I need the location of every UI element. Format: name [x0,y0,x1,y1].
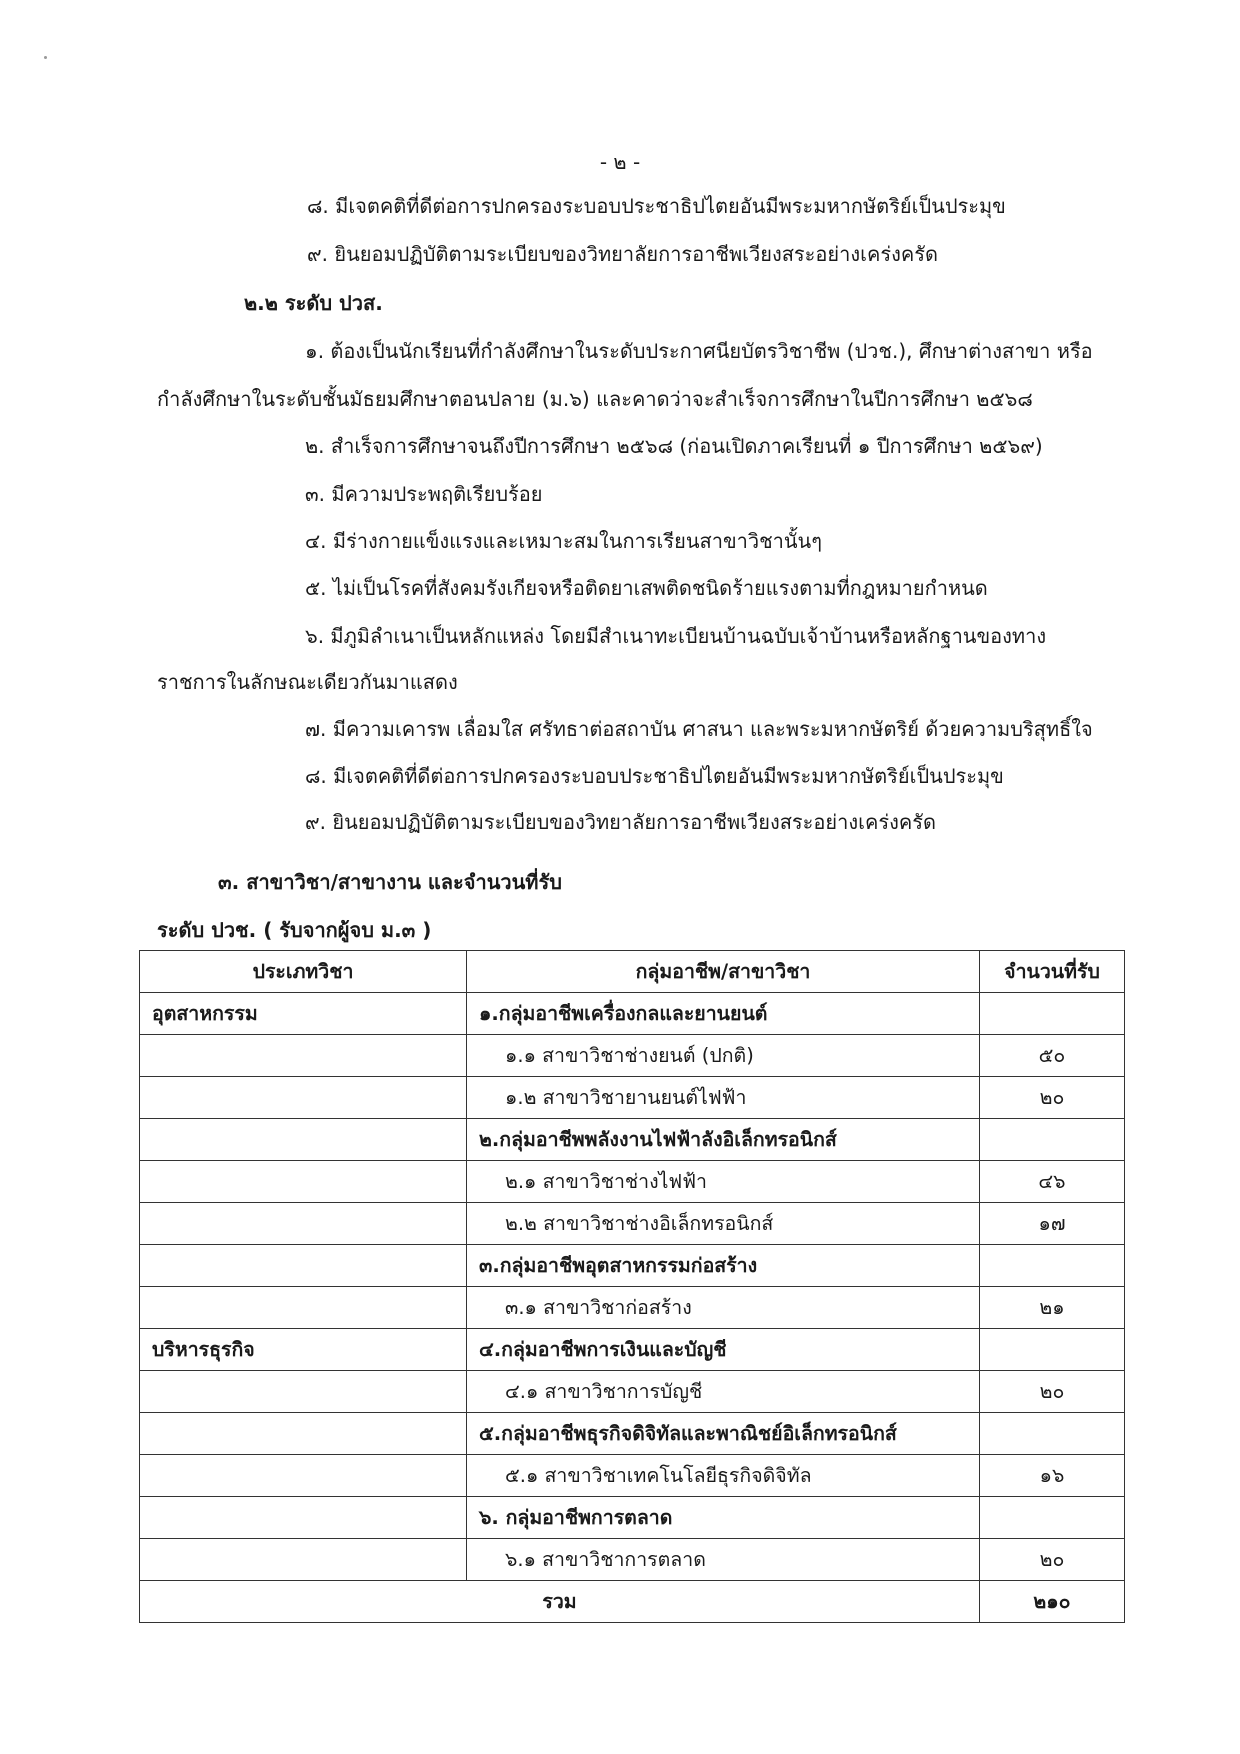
count-cell: ๒๑ [980,1287,1125,1329]
branch-cell: ๑.๑ สาขาวิชาช่างยนต์ (ปกติ) [467,1035,980,1077]
paragraph: ๙. ยินยอมปฏิบัติตามระเบียบของวิทยาลัยการอาชีพเวียงสระอย่างเคร่งครัด [305,810,936,834]
count-cell: ๕๐ [980,1035,1125,1077]
count-cell: ๑๖ [980,1455,1125,1497]
branch-cell: ๑.๒ สาขาวิชายานยนต์ไฟฟ้า [467,1077,980,1119]
column-header: ประเภทวิชา [140,951,467,993]
type-cell [140,1455,467,1497]
branch-cell: ๕.๑ สาขาวิชาเทคโนโลยีธุรกิจดิจิทัล [467,1455,980,1497]
count-cell: ๑๗ [980,1203,1125,1245]
paragraph: ๕. ไม่เป็นโรคที่สังคมรังเกียจหรือติดยาเสพติดชนิดร้ายแรงตามที่กฎหมายกำหนด [305,576,988,600]
count-cell: ๒๐ [980,1371,1125,1413]
table-total-row [140,1581,1125,1623]
table-row [140,1203,1125,1245]
count-cell [980,993,1125,1035]
table-header-row [140,951,1125,993]
type-cell [140,1413,467,1455]
table-row [140,993,1125,1035]
paragraph: ๘. มีเจตคติที่ดีต่อการปกครองระบอบประชาธิปไตยอันมีพระมหากษัตริย์เป็นประมุข [305,764,1004,788]
table-row [140,1413,1125,1455]
table-caption: ระดับ ปวช. ( รับจากผู้จบ ม.๓ ) [157,918,432,942]
branch-cell: ๓.๑ สาขาวิชาก่อสร้าง [467,1287,980,1329]
group-cell: ๖. กลุ่มอาชีพการตลาด [467,1497,980,1539]
table-row [140,1455,1125,1497]
total-value: ๒๑๐ [980,1581,1125,1623]
count-cell [980,1497,1125,1539]
paragraph: ๑. ต้องเป็นนักเรียนที่กำลังศึกษาในระดับประกาศนียบัตรวิชาชีพ (ปวช.), ศึกษาต่างสาขา หรือ [305,339,1093,363]
paragraph-continuation: ราชการในลักษณะเดียวกันมาแสดง [157,670,458,694]
branch-cell: ๒.๒ สาขาวิชาช่างอิเล็กทรอนิกส์ [467,1203,980,1245]
group-cell: ๑.กลุ่มอาชีพเครื่องกลและยานยนต์ [467,993,980,1035]
type-cell [140,1245,467,1287]
table-row [140,1035,1125,1077]
type-cell [140,1371,467,1413]
page-number: - ๒ - [599,150,641,174]
count-cell: ๒๐ [980,1539,1125,1581]
section-heading: ๓. สาขาวิชา/สาขางาน และจำนวนที่รับ [218,870,562,894]
paragraph: ๘. มีเจตคติที่ดีต่อการปกครองระบอบประชาธิปไตยอันมีพระมหากษัตริย์เป็นประมุข [307,194,1006,218]
group-cell: ๓.กลุ่มอาชีพอุตสาหกรรมก่อสร้าง [467,1245,980,1287]
type-cell [140,1077,467,1119]
type-cell: บริหารธุรกิจ [140,1329,467,1371]
section-heading: ๒.๒ ระดับ ปวส. [244,291,383,315]
table-row [140,1077,1125,1119]
count-cell [980,1245,1125,1287]
paragraph: ๔. มีร่างกายแข็งแรงและเหมาะสมในการเรียนสาขาวิชานั้นๆ [305,529,822,553]
count-cell: ๔๖ [980,1161,1125,1203]
table-row [140,1161,1125,1203]
table-row [140,1371,1125,1413]
count-cell [980,1329,1125,1371]
type-cell [140,1161,467,1203]
type-cell [140,1497,467,1539]
branch-cell: ๖.๑ สาขาวิชาการตลาด [467,1539,980,1581]
column-header: กลุ่มอาชีพ/สาขาวิชา [467,951,980,993]
count-cell [980,1119,1125,1161]
paragraph-continuation: กำลังศึกษาในระดับชั้นมัธยมศึกษาตอนปลาย (ม.๖) และคาดว่าจะสำเร็จการศึกษาในปีการศึกษา ๒๕๖๘ [157,387,1033,411]
group-cell: ๒.กลุ่มอาชีพพลังงานไฟฟ้าลังอิเล็กทรอนิกส์ [467,1119,980,1161]
group-cell: ๔.กลุ่มอาชีพการเงินและบัญชี [467,1329,980,1371]
scan-speck [44,56,47,59]
count-cell: ๒๐ [980,1077,1125,1119]
paragraph: ๗. มีความเคารพ เลื่อมใส ศรัทธาต่อสถาบัน ศาสนา และพระมหากษัตริย์ ด้วยความบริสุทธิ์ใจ [305,717,1093,741]
type-cell [140,1203,467,1245]
table-row [140,1287,1125,1329]
paragraph: ๖. มีภูมิลำเนาเป็นหลักแหล่ง โดยมีสำเนาทะเบียนบ้านฉบับเจ้าบ้านหรือหลักฐานของทาง [305,624,1047,648]
type-cell [140,1539,467,1581]
program-quota-table [139,950,1125,1623]
table-row [140,1119,1125,1161]
count-cell [980,1413,1125,1455]
branch-cell: ๔.๑ สาขาวิชาการบัญชี [467,1371,980,1413]
branch-cell: ๒.๑ สาขาวิชาช่างไฟฟ้า [467,1161,980,1203]
total-label: รวม [140,1581,980,1623]
table-row [140,1539,1125,1581]
type-cell [140,1119,467,1161]
paragraph: ๙. ยินยอมปฏิบัติตามระเบียบของวิทยาลัยการอาชีพเวียงสระอย่างเคร่งครัด [307,242,938,266]
table-row [140,1329,1125,1371]
column-header: จำนวนที่รับ [980,951,1125,993]
type-cell: อุตสาหกรรม [140,993,467,1035]
type-cell [140,1035,467,1077]
table-row [140,1497,1125,1539]
paragraph: ๒. สำเร็จการศึกษาจนถึงปีการศึกษา ๒๕๖๘ (ก่อนเปิดภาคเรียนที่ ๑ ปีการศึกษา ๒๕๖๙) [305,434,1043,458]
table-row [140,1245,1125,1287]
type-cell [140,1287,467,1329]
paragraph: ๓. มีความประพฤติเรียบร้อย [305,482,543,506]
group-cell: ๕.กลุ่มอาชีพธุรกิจดิจิทัลและพาณิชย์อิเล็กทรอนิกส์ [467,1413,980,1455]
